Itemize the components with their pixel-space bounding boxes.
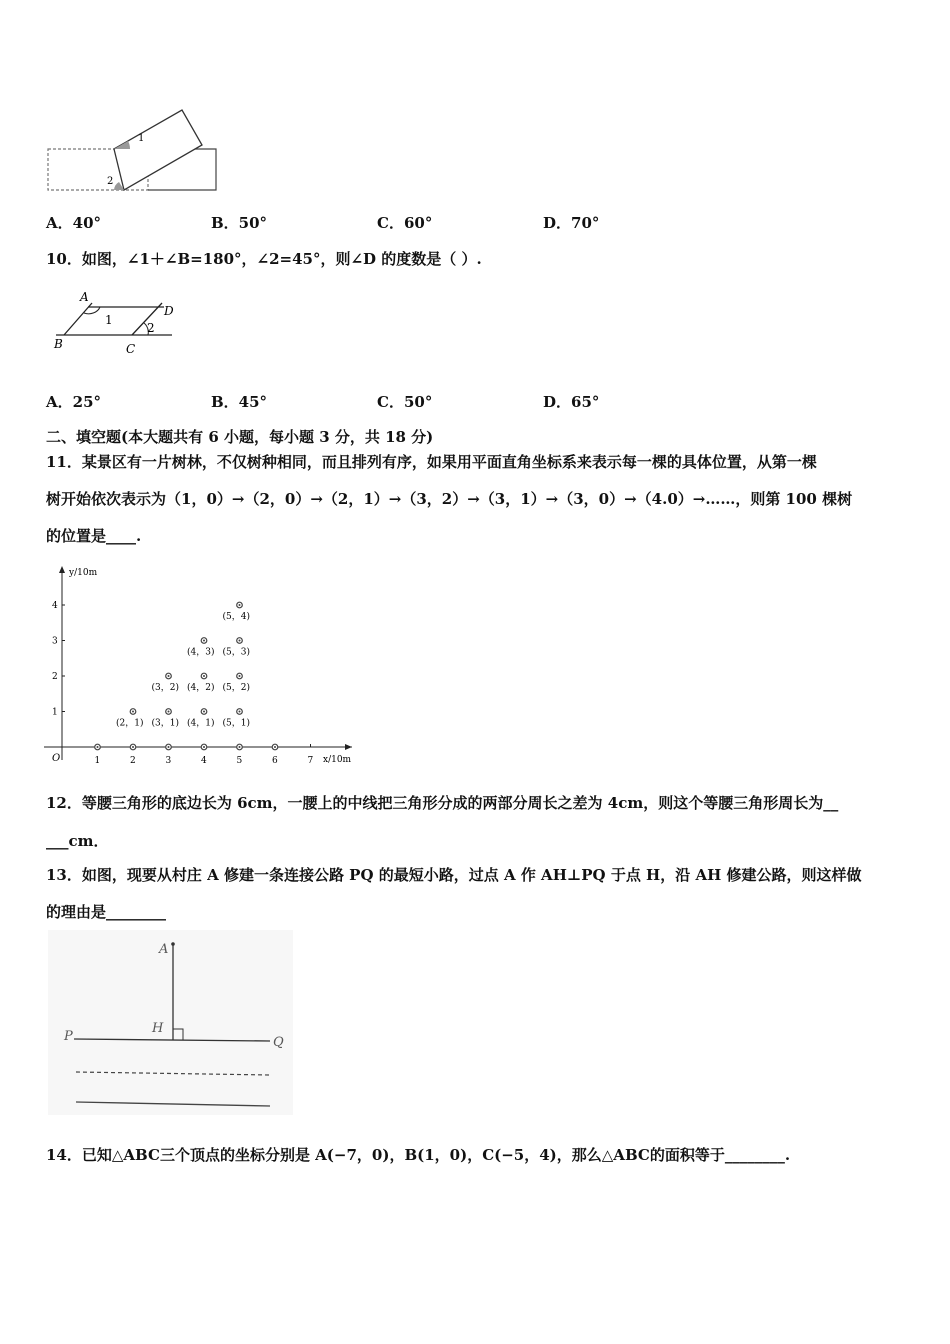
section2-heading: 二、填空题(本大题共有 6 小题，每小题 3 分，共 18 分)	[46, 428, 434, 446]
q11-x-tick-label: 3	[165, 756, 172, 766]
q9-label-1: 1	[138, 133, 145, 144]
q13-label-h: H	[152, 1021, 164, 1036]
q11-point-label: (2，1)	[116, 718, 144, 729]
q11-x-axis-arrow	[345, 744, 352, 750]
q9-option-c[interactable]: C．60°	[377, 214, 433, 232]
q9-figure	[44, 100, 224, 195]
q14-stem: 14．已知△ABC三个顶点的坐标分别是 A(−7，0)，B(1，0)，C(−5，4)，那么△ABC的面积等于________.	[46, 1146, 791, 1164]
q11-y-tick-label: 2	[52, 672, 58, 682]
q11-chart	[40, 560, 370, 775]
q13-label-p: P	[64, 1029, 73, 1044]
q10-stem: 10．如图，∠1＋∠B=180°，∠2=45°，则∠D 的度数是（ ）.	[46, 250, 482, 268]
q11-point-label: (5，2)	[222, 683, 250, 693]
q9-option-b[interactable]: B．50°	[211, 214, 268, 232]
q11-line3: 的位置是____.	[46, 527, 142, 545]
q10-label-2: 2	[147, 321, 155, 335]
q10-figure	[44, 285, 184, 360]
q10-label-b: B	[54, 337, 63, 351]
q9-option-d[interactable]: D．70°	[543, 214, 600, 232]
q13-line1: 13．如图，现要从村庄 A 修建一条连接公路 PQ 的最短小路，过点 A 作 AH⊥PQ 于点 H，沿 AH 修建公路，则这样做	[46, 866, 862, 884]
q11-x-tick-label: 4	[201, 756, 207, 766]
q11-point-center	[203, 711, 205, 713]
q11-point-center	[168, 675, 170, 677]
q11-point-label: (5，1)	[222, 718, 250, 729]
q11-point-label: (4，3)	[187, 647, 215, 658]
q11-point-center	[239, 675, 241, 677]
q13-line2: 的理由是________	[46, 903, 167, 921]
q13-point-a	[171, 942, 175, 946]
q11-x-tick-label: 5	[236, 756, 243, 766]
q11-point-center	[168, 746, 170, 748]
q10-option-c[interactable]: C．50°	[377, 393, 433, 411]
q11-origin-label: O	[52, 753, 61, 764]
q11-point-center	[97, 746, 99, 748]
q11-point-label: (3，2)	[151, 683, 179, 693]
q13-figure	[48, 930, 293, 1115]
q11-x-axis-label: x/10m	[323, 755, 352, 765]
q10-option-a[interactable]: A．25°	[46, 393, 102, 411]
q11-line2: 树开始依次表示为（1，0）→（2，0）→（2，1）→（3，2）→（3，1）→（3，0）→（4.0）→……，则第 100 棵树	[46, 490, 853, 508]
q13-label-a: A	[159, 942, 169, 957]
q11-x-tick-label: 2	[130, 756, 136, 766]
q11-point-center	[274, 746, 276, 748]
q11-point-center	[239, 711, 241, 713]
q12-line1: 12．等腰三角形的底边长为 6cm，一腰上的中线把三角形分成的两部分周长之差为 4cm，则这个等腰三角形周长为__	[46, 794, 839, 812]
q10-label-d: D	[164, 304, 174, 318]
q11-point-center	[239, 604, 241, 606]
q11-point-label: (5，3)	[222, 647, 250, 658]
q10-angle1-arc	[84, 307, 100, 314]
q9-label-2: 2	[107, 176, 114, 187]
q9-rotated-rectangle	[114, 110, 202, 190]
q11-point-label: (4，1)	[187, 718, 215, 729]
q9-option-a[interactable]: A．40°	[46, 214, 102, 232]
q10-label-c: C	[126, 342, 136, 356]
q11-y-tick-label: 4	[52, 601, 58, 611]
q11-point-center	[168, 711, 170, 713]
q11-x-tick-label: 1	[94, 756, 101, 766]
q11-line1: 11．某景区有一片树林，不仅树种相同，而且排列有序，如果用平面直角坐标系来表示每一棵的具体位置，从第一棵	[46, 453, 817, 471]
q10-line-ab	[64, 303, 92, 335]
q12-line2: ___cm．	[46, 832, 109, 850]
q11-y-axis-label: y/10m	[69, 568, 98, 578]
q10-option-d[interactable]: D．65°	[543, 393, 600, 411]
q10-option-b[interactable]: B．45°	[211, 393, 268, 411]
q10-label-1: 1	[105, 313, 113, 327]
q11-point-label: (3，1)	[151, 718, 179, 729]
q11-point-center	[203, 746, 205, 748]
q11-point-center	[203, 640, 205, 642]
q13-label-q: Q	[273, 1035, 284, 1050]
q11-point-center	[132, 746, 134, 748]
q11-point-center	[203, 675, 205, 677]
q11-x-tick-label: 7	[307, 756, 314, 766]
q11-x-tick-label: 6	[272, 756, 278, 766]
q11-point-center	[239, 746, 241, 748]
q13-figure-background	[48, 930, 293, 1115]
q10-label-a: A	[80, 290, 89, 304]
q9-angle1-shade	[114, 141, 130, 149]
q11-y-axis-arrow	[59, 566, 65, 573]
q11-point-label: (4，2)	[187, 683, 215, 693]
q11-point-center	[132, 711, 134, 713]
q11-y-tick-label: 1	[52, 707, 58, 718]
q11-y-tick-label: 3	[52, 636, 58, 647]
q11-point-label: (5，4)	[222, 612, 250, 622]
q11-point-center	[239, 640, 241, 642]
